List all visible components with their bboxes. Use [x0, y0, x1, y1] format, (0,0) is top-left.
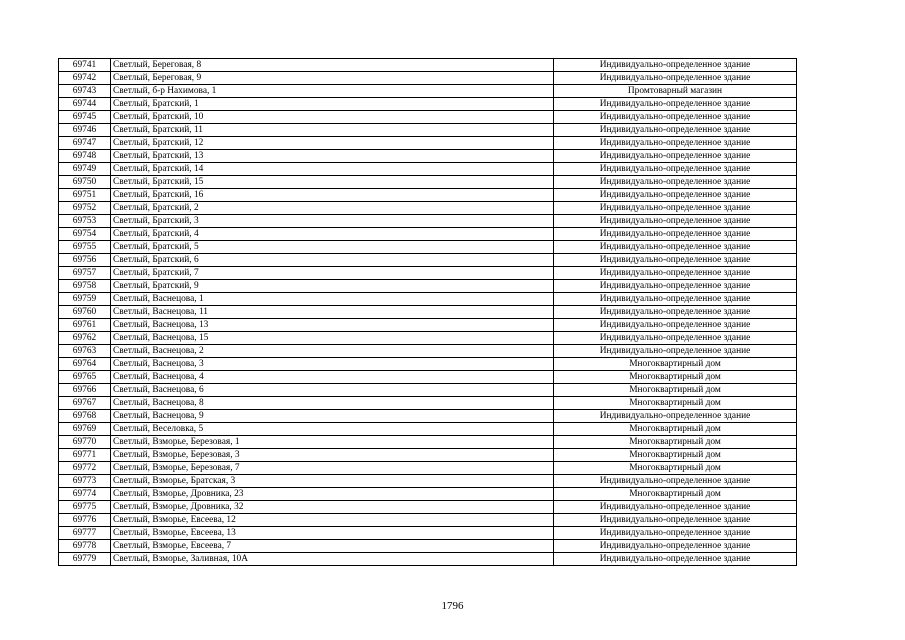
address-cell: Светлый, Взморье, Березовая, 3 [111, 449, 554, 462]
record-id-cell: 69749 [59, 163, 111, 176]
address-cell: Светлый, Взморье, Евсеева, 7 [111, 540, 554, 553]
object-type-cell: Индивидуально-определенное здание [554, 189, 797, 202]
address-cell: Светлый, Братский, 16 [111, 189, 554, 202]
table-row [59, 98, 797, 111]
record-id-cell: 69778 [59, 540, 111, 553]
table-row [59, 332, 797, 345]
object-type-cell: Индивидуально-определенное здание [554, 410, 797, 423]
table-row [59, 228, 797, 241]
record-id-cell: 69763 [59, 345, 111, 358]
address-cell: Светлый, Братский, 10 [111, 111, 554, 124]
table-row [59, 449, 797, 462]
table-row [59, 163, 797, 176]
address-cell: Светлый, Братский, 7 [111, 267, 554, 280]
record-id-cell: 69756 [59, 254, 111, 267]
address-cell: Светлый, Васнецова, 9 [111, 410, 554, 423]
address-cell: Светлый, Васнецова, 1 [111, 293, 554, 306]
table-row [59, 345, 797, 358]
record-id-cell: 69768 [59, 410, 111, 423]
record-id-cell: 69767 [59, 397, 111, 410]
object-type-cell: Индивидуально-определенное здание [554, 319, 797, 332]
object-type-cell: Многоквартирный дом [554, 449, 797, 462]
address-cell: Светлый, Взморье, Березовая, 1 [111, 436, 554, 449]
table-row [59, 176, 797, 189]
address-cell: Светлый, Васнецова, 3 [111, 358, 554, 371]
object-type-cell: Индивидуально-определенное здание [554, 553, 797, 566]
table-row [59, 280, 797, 293]
table-row [59, 514, 797, 527]
table-row [59, 540, 797, 553]
table-row [59, 254, 797, 267]
object-type-cell: Многоквартирный дом [554, 358, 797, 371]
table-row [59, 436, 797, 449]
object-type-cell: Индивидуально-определенное здание [554, 241, 797, 254]
address-cell: Светлый, б-р Нахимова, 1 [111, 85, 554, 98]
record-id-cell: 69779 [59, 553, 111, 566]
object-type-cell: Индивидуально-определенное здание [554, 137, 797, 150]
object-type-cell: Индивидуально-определенное здание [554, 228, 797, 241]
record-id-cell: 69765 [59, 371, 111, 384]
address-cell: Светлый, Братский, 14 [111, 163, 554, 176]
object-type-cell: Многоквартирный дом [554, 488, 797, 501]
table-row [59, 527, 797, 540]
address-cell: Светлый, Васнецова, 4 [111, 371, 554, 384]
address-cell: Светлый, Братский, 3 [111, 215, 554, 228]
record-id-cell: 69753 [59, 215, 111, 228]
address-cell: Светлый, Взморье, Заливная, 10А [111, 553, 554, 566]
table-row [59, 371, 797, 384]
record-id-cell: 69748 [59, 150, 111, 163]
object-type-cell: Индивидуально-определенное здание [554, 202, 797, 215]
object-type-cell: Индивидуально-определенное здание [554, 293, 797, 306]
object-type-cell: Индивидуально-определенное здание [554, 215, 797, 228]
table-row [59, 553, 797, 566]
table-row [59, 85, 797, 98]
object-type-cell: Промтоварный магазин [554, 85, 797, 98]
address-cell: Светлый, Братский, 5 [111, 241, 554, 254]
table-row [59, 319, 797, 332]
address-cell: Светлый, Братский, 11 [111, 124, 554, 137]
record-id-cell: 69759 [59, 293, 111, 306]
record-id-cell: 69741 [59, 59, 111, 72]
record-id-cell: 69743 [59, 85, 111, 98]
address-cell: Светлый, Взморье, Дровника, 32 [111, 501, 554, 514]
object-type-cell: Индивидуально-определенное здание [554, 540, 797, 553]
table-row [59, 410, 797, 423]
table-row [59, 137, 797, 150]
object-type-cell: Многоквартирный дом [554, 423, 797, 436]
address-cell: Светлый, Братский, 12 [111, 137, 554, 150]
address-cell: Светлый, Братский, 4 [111, 228, 554, 241]
table-row [59, 293, 797, 306]
record-id-cell: 69770 [59, 436, 111, 449]
address-cell: Светлый, Взморье, Евсеева, 12 [111, 514, 554, 527]
address-cell: Светлый, Береговая, 9 [111, 72, 554, 85]
address-cell: Светлый, Береговая, 8 [111, 59, 554, 72]
record-id-cell: 69742 [59, 72, 111, 85]
object-type-cell: Индивидуально-определенное здание [554, 124, 797, 137]
record-id-cell: 69774 [59, 488, 111, 501]
record-id-cell: 69764 [59, 358, 111, 371]
record-id-cell: 69769 [59, 423, 111, 436]
address-cell: Светлый, Васнецова, 8 [111, 397, 554, 410]
table-row [59, 488, 797, 501]
address-cell: Светлый, Братский, 6 [111, 254, 554, 267]
registry-table-body [59, 59, 797, 566]
address-cell: Светлый, Взморье, Березовая, 7 [111, 462, 554, 475]
address-cell: Светлый, Взморье, Евсеева, 13 [111, 527, 554, 540]
table-row [59, 215, 797, 228]
table-row [59, 397, 797, 410]
record-id-cell: 69761 [59, 319, 111, 332]
address-cell: Светлый, Веселовка, 5 [111, 423, 554, 436]
record-id-cell: 69760 [59, 306, 111, 319]
address-cell: Светлый, Васнецова, 15 [111, 332, 554, 345]
address-cell: Светлый, Братский, 15 [111, 176, 554, 189]
object-type-cell: Индивидуально-определенное здание [554, 306, 797, 319]
table-row [59, 358, 797, 371]
object-type-cell: Индивидуально-определенное здание [554, 345, 797, 358]
record-id-cell: 69771 [59, 449, 111, 462]
object-type-cell: Индивидуально-определенное здание [554, 163, 797, 176]
address-cell: Светлый, Васнецова, 11 [111, 306, 554, 319]
address-cell: Светлый, Васнецова, 6 [111, 384, 554, 397]
object-type-cell: Индивидуально-определенное здание [554, 280, 797, 293]
table-row [59, 59, 797, 72]
object-type-cell: Многоквартирный дом [554, 384, 797, 397]
record-id-cell: 69755 [59, 241, 111, 254]
object-type-cell: Индивидуально-определенное здание [554, 475, 797, 488]
address-cell: Светлый, Взморье, Братская, 3 [111, 475, 554, 488]
table-row [59, 189, 797, 202]
object-type-cell: Индивидуально-определенное здание [554, 176, 797, 189]
table-row [59, 202, 797, 215]
object-type-cell: Индивидуально-определенное здание [554, 332, 797, 345]
record-id-cell: 69758 [59, 280, 111, 293]
table-row [59, 241, 797, 254]
record-id-cell: 69772 [59, 462, 111, 475]
object-type-cell: Индивидуально-определенное здание [554, 59, 797, 72]
record-id-cell: 69766 [59, 384, 111, 397]
record-id-cell: 69744 [59, 98, 111, 111]
table-row [59, 475, 797, 488]
object-type-cell: Индивидуально-определенное здание [554, 98, 797, 111]
record-id-cell: 69746 [59, 124, 111, 137]
page-number: 1796 [441, 600, 464, 612]
record-id-cell: 69762 [59, 332, 111, 345]
table-row [59, 462, 797, 475]
record-id-cell: 69775 [59, 501, 111, 514]
object-type-cell: Многоквартирный дом [554, 462, 797, 475]
address-cell: Светлый, Взморье, Дровника, 23 [111, 488, 554, 501]
address-cell: Светлый, Васнецова, 13 [111, 319, 554, 332]
object-type-cell: Индивидуально-определенное здание [554, 111, 797, 124]
object-type-cell: Индивидуально-определенное здание [554, 254, 797, 267]
record-id-cell: 69750 [59, 176, 111, 189]
address-cell: Светлый, Братский, 9 [111, 280, 554, 293]
object-type-cell: Индивидуально-определенное здание [554, 150, 797, 163]
table-row [59, 150, 797, 163]
object-type-cell: Многоквартирный дом [554, 397, 797, 410]
object-type-cell: Индивидуально-определенное здание [554, 267, 797, 280]
address-cell: Светлый, Братский, 2 [111, 202, 554, 215]
record-id-cell: 69773 [59, 475, 111, 488]
table-row [59, 124, 797, 137]
object-type-cell: Многоквартирный дом [554, 371, 797, 384]
table-row [59, 267, 797, 280]
record-id-cell: 69747 [59, 137, 111, 150]
address-cell: Светлый, Братский, 1 [111, 98, 554, 111]
record-id-cell: 69752 [59, 202, 111, 215]
table-row [59, 111, 797, 124]
table-row [59, 306, 797, 319]
record-id-cell: 69745 [59, 111, 111, 124]
table-row [59, 501, 797, 514]
table-row [59, 384, 797, 397]
record-id-cell: 69777 [59, 527, 111, 540]
record-id-cell: 69776 [59, 514, 111, 527]
object-type-cell: Индивидуально-определенное здание [554, 501, 797, 514]
record-id-cell: 69757 [59, 267, 111, 280]
object-type-cell: Индивидуально-определенное здание [554, 514, 797, 527]
object-type-cell: Индивидуально-определенное здание [554, 72, 797, 85]
object-type-cell: Многоквартирный дом [554, 436, 797, 449]
address-cell: Светлый, Васнецова, 2 [111, 345, 554, 358]
table-row [59, 423, 797, 436]
address-cell: Светлый, Братский, 13 [111, 150, 554, 163]
registry-table [58, 58, 797, 566]
object-type-cell: Индивидуально-определенное здание [554, 527, 797, 540]
record-id-cell: 69754 [59, 228, 111, 241]
record-id-cell: 69751 [59, 189, 111, 202]
table-row [59, 72, 797, 85]
